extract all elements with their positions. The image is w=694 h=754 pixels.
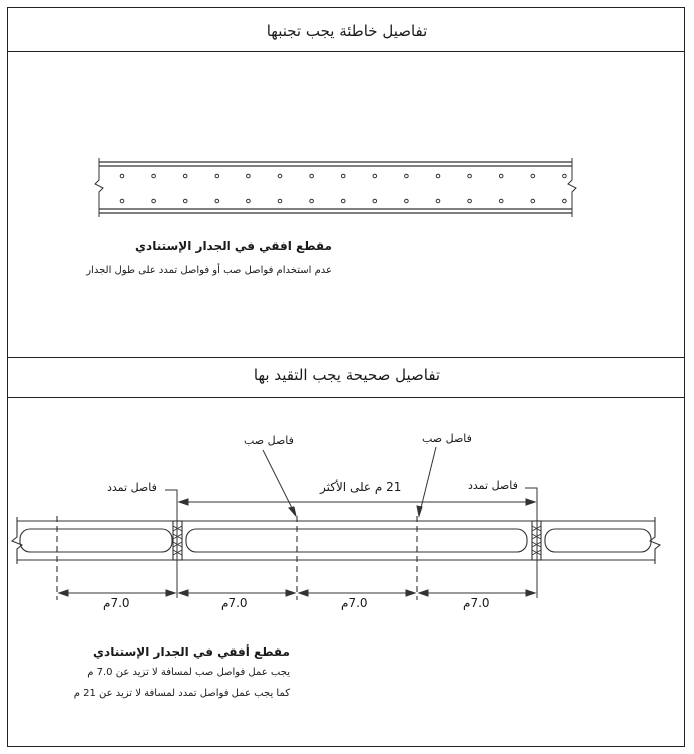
section2-title: تفاصيل صحيحة يجب التقيد بها (253, 366, 441, 384)
expansion-joint-label-right: فاصل تمدد (468, 479, 518, 492)
rebar-dot (499, 199, 503, 203)
rebar-dot (436, 174, 440, 178)
rebar-dot (310, 174, 314, 178)
rebar-dot (152, 174, 156, 178)
rebar-dot (405, 174, 409, 178)
rebar-dot (278, 174, 282, 178)
rebar-dot (278, 199, 282, 203)
max-length-label: 21 م على الأكثر (320, 480, 402, 494)
expansion-joint-label-left: فاصل تمدد (107, 481, 157, 494)
rebar-dot (468, 174, 472, 178)
rebar-dot (215, 199, 219, 203)
dimension-lines (59, 447, 537, 598)
section2-caption-title: مقطع أفقي في الجدار الإستنادي (93, 645, 290, 659)
dim-label-3: 7.0م (341, 596, 368, 610)
section2-caption-line1: يجب عمل فواصل صب لمسافة لا تزيد عن 7.0 م (87, 667, 290, 678)
rebar-dots (120, 174, 566, 203)
pour-joint-label-right: فاصل صب (422, 432, 472, 445)
rebar-dot (341, 174, 345, 178)
rebar-dot (183, 199, 187, 203)
rebar-dot (373, 174, 377, 178)
rebar-dot (215, 174, 219, 178)
rebar-dot (310, 199, 314, 203)
wrong-wall-plan (95, 158, 576, 217)
rebar-dot (247, 199, 251, 203)
rebar-dot (531, 174, 535, 178)
dim-label-2: 7.0م (221, 596, 248, 610)
correct-wall-plan (12, 516, 660, 600)
section1-caption-title: مقطع افقي في الجدار الإستنادي (135, 239, 332, 253)
rebar-dot (436, 199, 440, 203)
section1-caption-text: عدم استخدام فواصل صب أو فواصل تمدد على طول الجدار (86, 265, 332, 276)
rebar-dot (468, 199, 472, 203)
section2-caption-line2: كما يجب عمل فواصل تمدد لمسافة لا تزيد عن 21 م (73, 688, 290, 699)
rebar-dot (120, 174, 124, 178)
pour-joint-label-left: فاصل صب (244, 434, 294, 447)
rebar-dot (120, 199, 124, 203)
rebar-dot (499, 174, 503, 178)
rebar-dot (563, 174, 567, 178)
dim-label-1: 7.0م (103, 596, 130, 610)
rebar-dot (405, 199, 409, 203)
rebar-dot (247, 174, 251, 178)
rebar-dot (373, 199, 377, 203)
rebar-dot (152, 199, 156, 203)
rebar-dot (563, 199, 567, 203)
dim-label-4: 7.0م (463, 596, 490, 610)
rebar-dot (531, 199, 535, 203)
rebar-dot (183, 174, 187, 178)
rebar-dot (341, 199, 345, 203)
section1-title: تفاصيل خاطئة يجب تجنبها (266, 22, 428, 40)
